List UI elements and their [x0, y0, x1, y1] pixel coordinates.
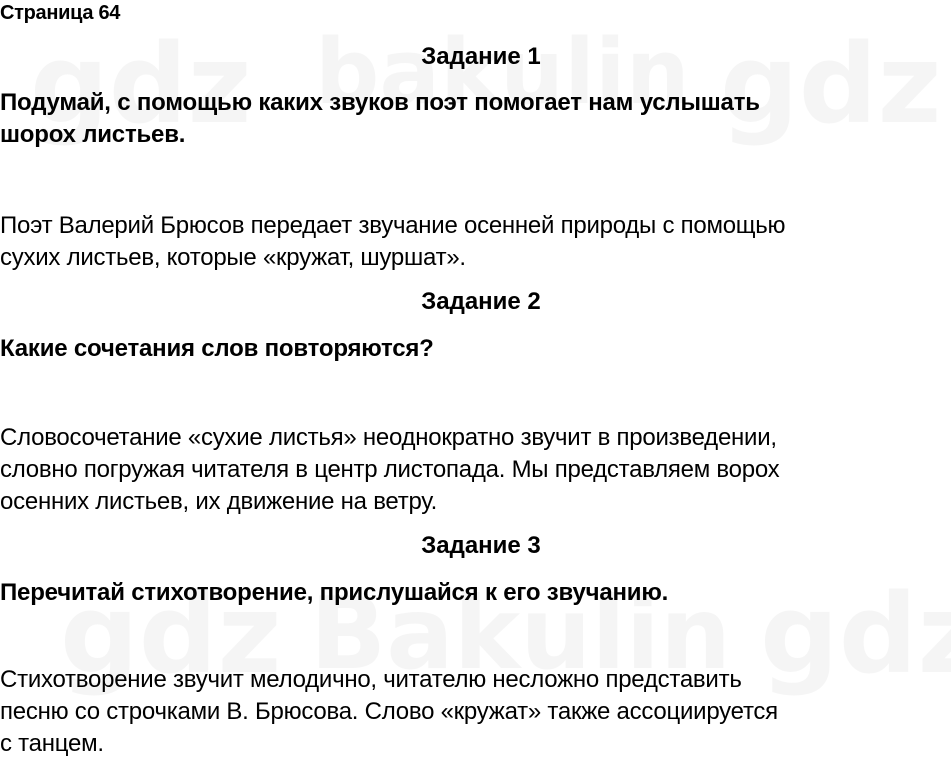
question-line: Подумай, с помощью каких звуков поэт помогает нам услышать — [0, 89, 760, 116]
task-question — [0, 333, 951, 365]
answer-line: словно погружая читателя в центр листопада. Мы представляем ворох — [0, 456, 780, 483]
task-title: Задание 1 — [421, 43, 541, 70]
task-title: Задание 2 — [421, 288, 541, 315]
answer-line: сухих листьев, которые «кружат, шуршат». — [0, 244, 466, 271]
question-line: шорох листьев. — [0, 121, 186, 148]
question-line: Перечитай стихотворение, прислушайся к его звучанию. — [0, 579, 669, 606]
answer-line: Поэт Валерий Брюсов передает звучание осенней природы с помощью — [0, 212, 786, 239]
task-answer — [0, 664, 951, 760]
question-line: Какие сочетания слов повторяются? — [0, 335, 434, 362]
answer-line: Стихотворение звучит мелодично, читателю несложно представить — [0, 666, 742, 693]
task-question — [0, 87, 951, 151]
answer-line: песню со строчками В. Брюсова. Слово «кружат» также ассоциируется — [0, 698, 778, 725]
page-label: Страница 64 — [0, 2, 121, 24]
task-title: Задание 3 — [421, 532, 541, 559]
answer-line: осенних листьев, их движение на ветру. — [0, 488, 438, 515]
task-answer — [0, 422, 951, 518]
task-answer — [0, 210, 951, 274]
answer-line: с танцем. — [0, 730, 104, 757]
task-question — [0, 577, 951, 609]
answer-line: Словосочетание «сухие листья» неоднократно звучит в произведении, — [0, 424, 777, 451]
